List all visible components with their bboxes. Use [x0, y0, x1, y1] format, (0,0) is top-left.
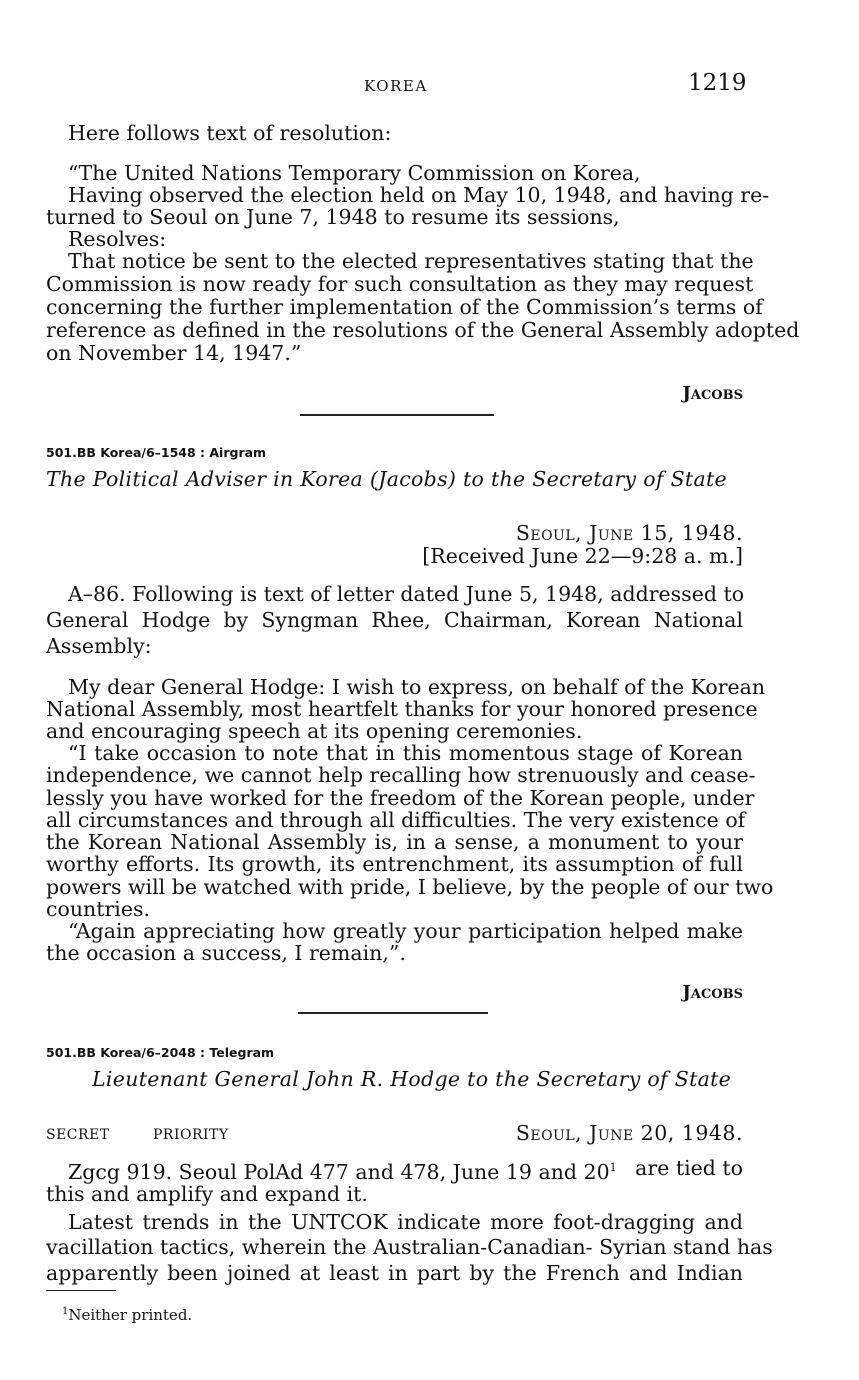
letter-line: My dear General Hodge: I wish to express, on behalf of the Korean	[68, 675, 766, 699]
classification: SECRET	[46, 1127, 110, 1143]
letter-line: countries.	[46, 897, 150, 921]
file-reference: 501.BB Korea/6–1548 : Airgram	[46, 445, 267, 460]
footnote-marker: 1	[62, 1306, 69, 1317]
letter-line: “I take occasion to note that in this momentous stage of Korean	[68, 741, 743, 765]
section-divider	[298, 1012, 488, 1014]
letter-line: “Again appreciating how greatly your participation helped make	[68, 919, 743, 943]
body-line: General Hodge by Syngman Rhee, Chairman, Korean National	[46, 608, 743, 632]
footnote	[62, 1300, 192, 1327]
resolution-line: on November 14, 1947.”	[46, 341, 302, 365]
footnote-text: Neither printed.	[68, 1306, 193, 1324]
telegram-line	[68, 1156, 743, 1184]
letter-line: powers will be watched with pride, I believe, by the people of our two	[46, 875, 774, 899]
resolution-line: concerning the further implementation of the Commission’s terms of	[46, 295, 763, 319]
letter-line: the Korean National Assembly is, in a sense, a monument to your	[46, 830, 743, 854]
page-number: 1219	[688, 70, 747, 96]
letter-line: worthy efforts. Its growth, its entrenchment, its assumption of full	[46, 852, 743, 876]
resolution-line: Commission is now ready for such consultation as they may request	[46, 272, 754, 296]
document-heading: Lieutenant General John R. Hodge to the Secretary of State	[92, 1067, 732, 1091]
footnote-reference: 1	[609, 1161, 617, 1174]
section-divider	[300, 414, 494, 416]
telegram-text: are tied to	[635, 1156, 743, 1180]
signature: Jacobs	[682, 982, 743, 1003]
precedence: PRIORITY	[153, 1127, 229, 1143]
resolution-line: reference as defined in the resolutions of the General Assembly adopted	[46, 318, 800, 342]
document-heading: The Political Adviser in Korea (Jacobs) to the Secretary of State	[46, 467, 727, 491]
resolution-line: “The United Nations Temporary Commission on Korea,	[68, 161, 641, 185]
resolution-line: That notice be sent to the elected representatives stating that the	[68, 249, 754, 273]
telegram-line: vacillation tactics, wherein the Australian-Canadian- Syrian stand has	[46, 1235, 773, 1259]
telegram-text: Zgcg 919. Seoul PolAd 477 and 478, June 19 and 20	[68, 1159, 610, 1184]
place-date-text: Seoul, June 20, 1948.	[515, 1121, 743, 1145]
place-date	[516, 521, 743, 545]
resolution-line: turned to Seoul on June 7, 1948 to resume its sessions,	[46, 205, 620, 229]
body-line: Assembly:	[46, 634, 152, 658]
letter-line: the occasion a success, I remain,”.	[46, 941, 406, 965]
letter-line: independence, we cannot help recalling how strenuously and cease-	[46, 763, 756, 787]
resolution-line: Having observed the election held on May 10, 1948, and having re-	[68, 183, 770, 207]
telegram-line: this and amplify and expand it.	[46, 1182, 368, 1206]
letter-line: all circumstances and through all difficulties. The very existence of	[46, 808, 746, 832]
letter-line: lessly you have worked for the freedom of the Korean people, under	[46, 786, 755, 810]
telegram-line: apparently been joined at least in part by the French and Indian	[46, 1261, 743, 1285]
place-date-text: Seoul, June 15, 1948.	[515, 521, 743, 545]
body-line: A–86. Following is text of letter dated June 5, 1948, addressed to	[68, 582, 745, 606]
telegram-line: Latest trends in the UNTCOK indicate more foot-dragging and	[68, 1210, 743, 1234]
letter-line: and encouraging speech at its opening ceremonies.	[46, 719, 583, 743]
running-title: KOREA	[364, 77, 428, 95]
place-date	[516, 1121, 743, 1145]
resolution-line: Resolves:	[68, 227, 167, 251]
signature: Jacobs	[682, 383, 743, 404]
resolution-intro: Here follows text of resolution:	[68, 121, 392, 145]
received-note: [Received June 22—9:28 a. m.]	[422, 544, 743, 568]
letter-line: National Assembly, most heartfelt thanks for your honored presence	[46, 697, 758, 721]
file-reference: 501.BB Korea/6–2048 : Telegram	[46, 1045, 275, 1060]
footnote-rule	[46, 1290, 116, 1291]
